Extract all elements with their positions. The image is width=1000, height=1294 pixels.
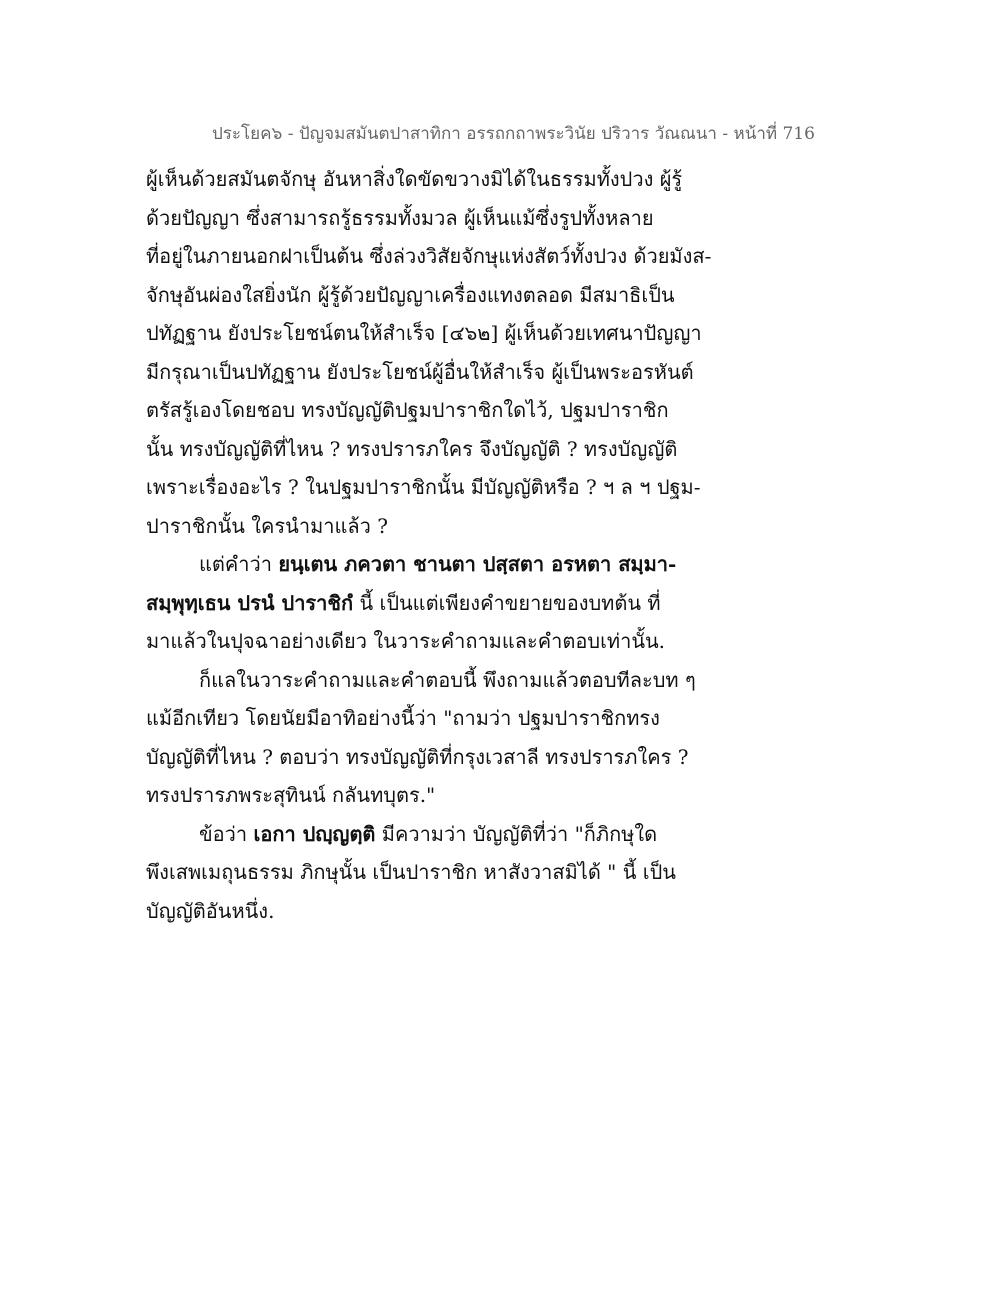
text-segment: ผู้เห็นด้วยสมันตจักษุ อันหาสิ่งใดขัดขวางมิได้ในธรรมทั้งปวง ผู้รู้ (146, 167, 683, 191)
body-text (146, 160, 712, 930)
text-segment: มาแล้วในปุจฉาอย่างเดียว ในวาระคำถามและคำตอบเท่านั้น. (146, 629, 666, 653)
text-segment: ทรงปรารภพระสุทินน์ กลันทบุตร." (146, 783, 436, 807)
text-line (146, 853, 706, 892)
text-line (146, 276, 706, 315)
text-line (146, 892, 706, 931)
text-line (146, 314, 706, 353)
text-segment: บัญญัติที่ไหน ? ตอบว่า ทรงบัญญัติที่กรุงเวสาลี ทรงปรารภใคร ? (146, 744, 689, 769)
text-line (146, 699, 706, 738)
text-line (146, 430, 706, 469)
bold-term: เอกา ปญฺญตฺติ (253, 821, 376, 846)
text-line (146, 391, 706, 430)
text-segment: บัญญัติอันหนึ่ง. (146, 898, 275, 923)
text-segment: ด้วยปัญญา ซึ่งสามารถรู้ธรรมทั้งมวล ผู้เห็นแม้ซึ่งรูปทั้งหลาย (146, 205, 654, 230)
bold-term: สมฺพุทฺเธน ปรนํ ปาราชิกํ (146, 590, 354, 615)
text-line (146, 160, 706, 199)
text-line (146, 199, 706, 238)
text-segment: แต่คำว่า (199, 552, 279, 576)
running-header: ประโยค๖ - ปัญจมสมันตปาสาทิกา อรรถกถาพระวินัย ปริวาร วัณณนา - หน้าที่ 716 (212, 124, 815, 144)
text-line (146, 545, 706, 584)
text-segment: ปาราชิกนั้น ใครนำมาแล้ว ? (146, 513, 388, 538)
text-line (146, 353, 706, 392)
text-line (146, 815, 706, 854)
bold-term: ยนฺเตน ภควตา ชานตา ปสฺสตา อรหตา สมฺมา- (278, 552, 677, 576)
text-line (146, 468, 706, 507)
text-line (146, 584, 706, 623)
text-line (146, 661, 706, 700)
text-segment: นั้น ทรงบัญญัติที่ไหน ? ทรงปรารภใคร จึงบัญญัติ ? ทรงบัญญัติ (146, 436, 678, 461)
text-line (146, 622, 706, 661)
text-segment: ปทัฏฐาน ยังประโยชน์ตนให้สำเร็จ [๔๖๒] ผู้เห็นด้วยเทศนาปัญญา (146, 321, 702, 345)
text-line (146, 237, 712, 276)
text-segment: ตรัสรู้เองโดยชอบ ทรงบัญญัติปฐมปาราชิกใดไว้, ปฐมปาราชิก (146, 398, 669, 422)
text-segment: จักษุอันผ่องใสยิ่งนัก ผู้รู้ด้วยปัญญาเครื่องแทงตลอด มีสมาธิเป็น (146, 282, 675, 307)
text-segment: ก็แลในวาระคำถามและคำตอบนี้ พึงถามแล้วตอบทีละบท ๆ (199, 667, 696, 692)
text-segment: พึงเสพเมถุนธรรม ภิกษุนั้น เป็นปาราชิก หาสังวาสมิได้ " นี้ เป็น (146, 860, 676, 884)
text-segment: มีความว่า บัญญัติที่ว่า "ก็ภิกษุใด (375, 821, 658, 846)
text-line (146, 738, 706, 777)
text-segment: ที่อยู่ในภายนอกฝาเป็นต้น ซึ่งล่วงวิสัยจักษุแห่งสัตว์ทั้งปวง ด้วยมังส- (146, 244, 712, 268)
text-segment: นี้ เป็นแต่เพียงคำขยายของบทต้น ที่ (353, 590, 661, 615)
text-segment: มีกรุณาเป็นปทัฏฐาน ยังประโยชน์ผู้อื่นให้สำเร็จ ผู้เป็นพระอรหันต์ (146, 359, 694, 384)
text-segment: ข้อว่า (199, 821, 254, 846)
text-segment: เพราะเรื่องอะไร ? ในปฐมปาราชิกนั้น มีบัญญัติหรือ ? ฯ ล ฯ ปฐม- (146, 475, 701, 499)
text-line (146, 776, 706, 815)
text-line (146, 507, 706, 546)
text-segment: แม้อีกเทียว โดยนัยมีอาทิอย่างนี้ว่า "ถามว่า ปฐมปาราชิกทรง (146, 706, 660, 730)
